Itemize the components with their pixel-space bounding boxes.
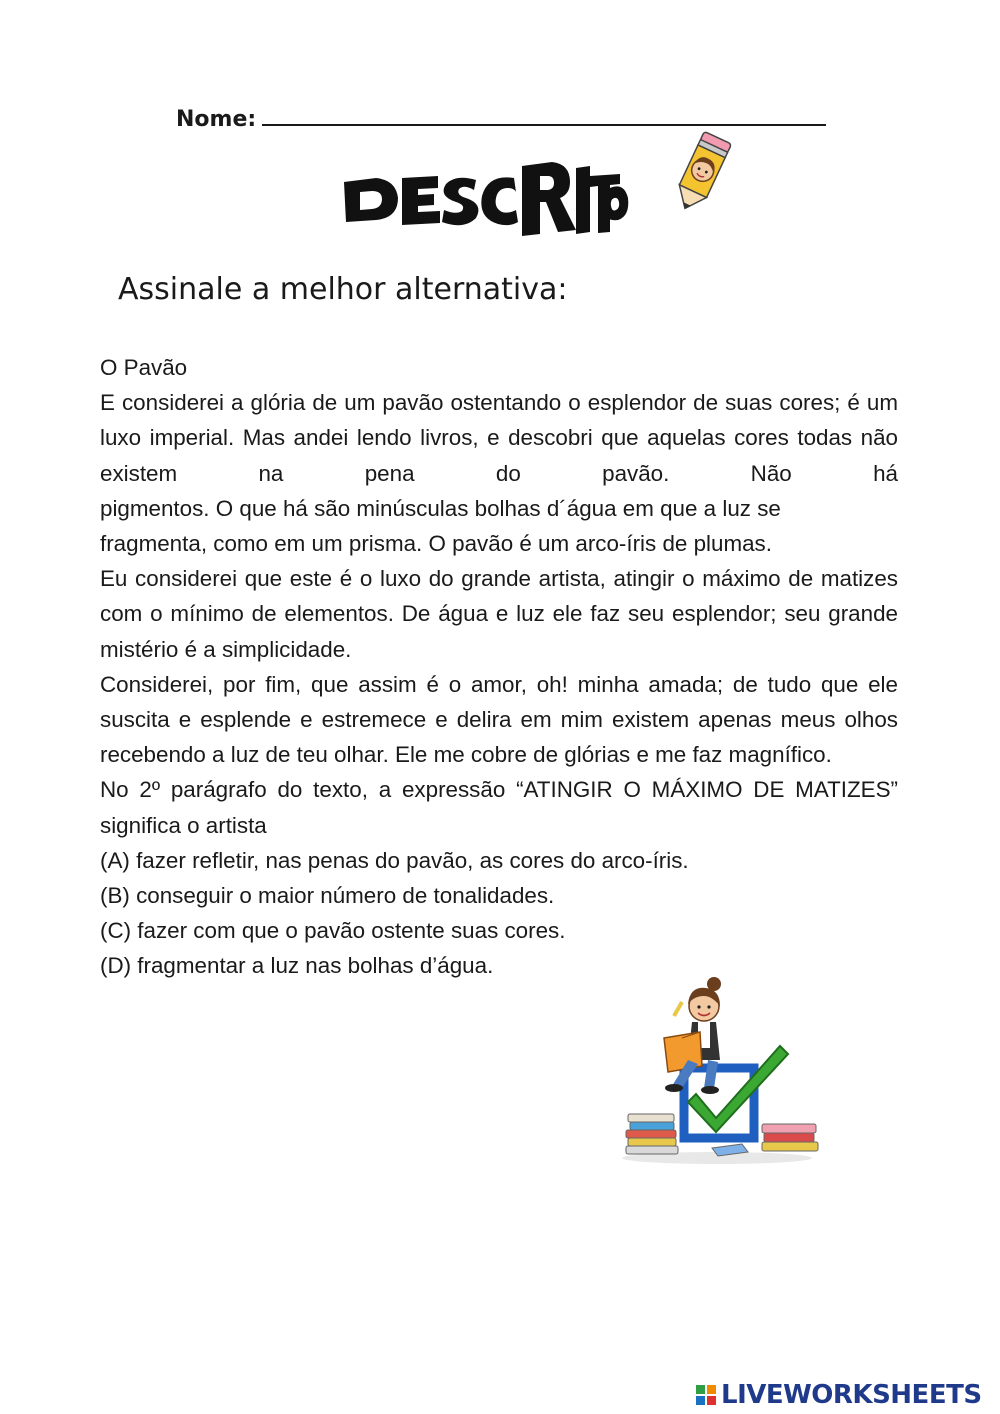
option-c[interactable]: (C) fazer com que o pavão ostente suas cores.: [100, 918, 566, 944]
name-field[interactable]: [176, 98, 826, 132]
option-b[interactable]: (B) conseguir o maior número de tonalidades.: [100, 883, 555, 909]
liveworksheets-brand: LIVEWORKSHEETS: [721, 1380, 982, 1410]
pencil-avatar-icon: [660, 128, 742, 220]
question-prompt: No 2º parágrafo do texto, a expressão “ATINGIR O MÁXIMO DE MATIZES” significa o artista: [100, 777, 898, 838]
answer-options: [100, 843, 898, 984]
passage-title: O Pavão: [100, 355, 188, 380]
option-d[interactable]: (D) fragmentar a luz nas bolhas d’água.: [100, 953, 494, 979]
passage-paragraph-1-line-5: fragmenta, como em um prisma. O pavão é um arco-íris de plumas.: [100, 531, 772, 557]
teacher-checkmark-books-illustration: [612, 976, 822, 1168]
descritor-title-logo: [338, 148, 643, 238]
passage-paragraph-1: E considerei a glória de um pavão ostentando o esplendor de suas cores; é um luxo imperial. Mas andei lendo livros, e descobri que aquelas cores todas não existem na pena do pavão. Não há: [100, 390, 898, 486]
passage-paragraph-3: Considerei, por fim, que assim é o amor, oh! minha amada; de tudo que ele suscita e esplende e estremece e delira em mim existem apenas meus olhos recebendo a luz de teu olhar. Ele me cobre de glórias e me faz magnífico.: [100, 671, 898, 768]
passage-paragraph-2: Eu considerei que este é o luxo do grande artista, atingir o máximo de matizes com o mínimo de elementos. De água e luz ele faz seu esplendor; seu grande mistério é a simplicidade.: [100, 566, 898, 662]
passage-paragraph-1-line-4: pigmentos. O que há são minúsculas bolhas d´água em que a luz se: [100, 495, 781, 521]
reading-passage: [100, 350, 898, 984]
instruction-heading: Assinale a melhor alternativa:: [118, 272, 568, 307]
name-label: Nome:: [176, 107, 257, 132]
name-underline: [262, 124, 826, 126]
liveworksheets-footer: [696, 1378, 982, 1412]
liveworksheets-mark-icon: [696, 1385, 716, 1405]
option-a[interactable]: (A) fazer refletir, nas penas do pavão, as cores do arco-íris.: [100, 847, 689, 873]
